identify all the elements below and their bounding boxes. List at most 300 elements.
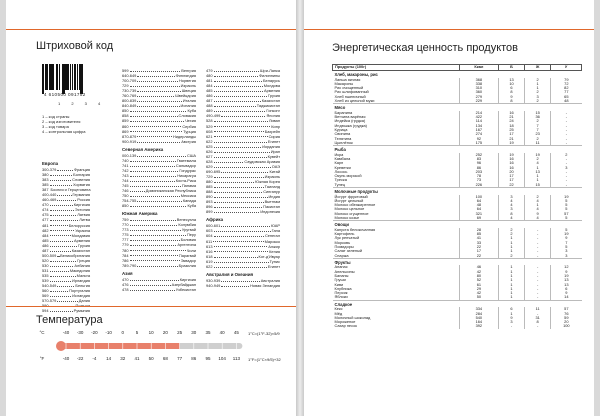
code: 869 [122, 128, 129, 134]
table-cell: Апельсины [334, 268, 355, 274]
table-section [333, 104, 582, 111]
code: 746 [122, 188, 129, 194]
country: Гондурас [179, 167, 196, 173]
table-cell: Кекс [334, 306, 343, 312]
country: Канада [182, 198, 196, 204]
nutrition-title: Энергетическая ценность продуктов [332, 42, 519, 54]
table-cell: 1 [498, 270, 524, 274]
table-cell: 4 [498, 216, 524, 221]
country: Португалия [69, 288, 90, 294]
table-cell: Ветчина варёная [334, 114, 366, 120]
celsius-value: 40 [219, 330, 225, 335]
table-cell: 77 [551, 90, 582, 94]
table-cell: 4 [498, 203, 524, 207]
code: 528 [206, 118, 213, 124]
top-rule-right [304, 29, 594, 30]
table-cell: 57 [551, 212, 582, 216]
table-cell: 2 [525, 78, 551, 82]
table-cell: 3 [498, 207, 524, 211]
table-cell: 1 [525, 203, 551, 207]
country: Тунис [269, 258, 280, 264]
country: Босния и Герцеговина [50, 187, 91, 193]
country: Бельгия [75, 283, 90, 289]
barcode-legend-line: 1 – код страны [42, 114, 70, 119]
table-cell: Тунец [334, 181, 346, 187]
table-cell: - [525, 265, 551, 269]
table-cell: 134 [459, 124, 498, 128]
fahrenheit-value: 104 [218, 356, 226, 361]
country: Македония [69, 267, 90, 273]
fahrenheit-value: -4 [92, 356, 97, 361]
book-gutter [296, 0, 304, 416]
table-cell: 2 [498, 254, 524, 259]
column-header: У [551, 65, 582, 71]
code: 604 [206, 233, 213, 239]
table-cell: 2 [525, 137, 551, 141]
code: 380 [42, 172, 49, 178]
table-cell: Киви [334, 281, 344, 287]
code: 754-755 [122, 198, 137, 204]
code: 729 [206, 173, 213, 179]
country: Иордания [262, 143, 280, 149]
country: Исландия [72, 293, 90, 299]
table-cell: - [551, 157, 582, 161]
barcode-legend-line: 4 – контрольная цифра [42, 129, 86, 134]
table-cell: Цыплёнок [334, 139, 353, 145]
section-label: Молочные продукты [333, 188, 582, 195]
code: 741 [122, 162, 129, 168]
code: 640-649 [122, 73, 137, 79]
table-cell: 8 [498, 99, 524, 104]
table-cell: 4 [525, 161, 551, 165]
code: 700-709 [122, 78, 137, 84]
table-cell: - [525, 287, 551, 291]
country: Парагвай [178, 252, 196, 258]
code: 625 [206, 143, 213, 149]
table-cell: 21 [498, 137, 524, 141]
table-cell: - [525, 232, 551, 236]
table-cell: - [551, 111, 582, 115]
table-cell: Свинина [334, 131, 351, 137]
code: 481 [42, 222, 49, 228]
country: Куба [187, 203, 196, 209]
table-cell: 19 [551, 274, 582, 278]
table-cell: Индейка (грудка) [334, 118, 366, 124]
code: 628 [206, 158, 213, 164]
table-cell: 24 [498, 119, 524, 123]
celsius-unit: °C [39, 330, 45, 335]
table-cell: - [525, 245, 551, 249]
table-cell: 229 [459, 99, 498, 104]
table-cell: 17 [498, 174, 524, 178]
celsius-value: -30 [76, 330, 84, 335]
table-cell: 19 [525, 153, 551, 157]
code: 480 [206, 73, 213, 79]
table-cell: 80 [459, 274, 498, 278]
table-cell: - [525, 254, 551, 259]
code: 627 [206, 153, 213, 159]
table-cell: - [551, 178, 582, 182]
country-code-row [206, 264, 280, 269]
table-cell: Помидоры [334, 244, 354, 249]
table-cell: - [525, 241, 551, 245]
code: 479 [206, 68, 213, 73]
code: 750 [122, 193, 129, 199]
table-cell: 13 [551, 283, 582, 287]
country: Россия [77, 197, 90, 203]
table-cell: 6 [498, 307, 524, 311]
table-cell: Баранина [334, 109, 353, 115]
code: 475 [42, 212, 49, 218]
table-cell: 16 [498, 157, 524, 161]
code: 626 [206, 148, 213, 154]
table-cell: 48 [551, 99, 582, 104]
table-cell: 540 [459, 316, 498, 320]
table-cell: 16 [498, 161, 524, 165]
country: Дания [78, 298, 90, 304]
code: 520 [42, 257, 49, 263]
country-code-row [42, 308, 90, 313]
code: 729 [122, 83, 129, 89]
code: 539 [42, 278, 49, 284]
table-cell: Макароны [334, 80, 354, 86]
table-cell: Мёд [334, 310, 343, 316]
table-cell: 100 [459, 195, 498, 199]
country: Мексика [180, 193, 196, 199]
table-cell: Клубника [334, 285, 352, 291]
section-label: Хлеб, макароны, рис [333, 71, 582, 78]
code: 600-601 [206, 223, 221, 229]
table-cell: Яблоки [334, 294, 348, 300]
table-cell: 3 [551, 254, 582, 259]
table-cell: 4 [525, 199, 551, 203]
table-cell: 96 [459, 161, 498, 165]
table-cell: 42 [459, 291, 498, 295]
country-codes-col1 [42, 158, 90, 313]
code: 599 [122, 68, 129, 73]
code: 760-769 [122, 93, 137, 99]
country: Армения [263, 88, 280, 94]
table-cell: 19 [498, 153, 524, 157]
country: Кипр [271, 123, 280, 129]
table-cell: 1 [498, 278, 524, 282]
country: Греция [77, 257, 90, 263]
section-label: Мясо [333, 104, 582, 111]
code: 800-839 [122, 98, 137, 104]
table-cell: 2 [525, 119, 551, 123]
code: 745 [122, 182, 129, 188]
table-cell: 114 [459, 119, 498, 123]
table-cell: 1 [498, 265, 524, 269]
country: Иран [270, 148, 280, 154]
table-cell: Хлеб из цельной муки [334, 97, 375, 103]
fahrenheit-value: 14 [106, 356, 112, 361]
table-cell: 279 [459, 95, 498, 99]
table-cell: 1 [498, 295, 524, 300]
celsius-value: 0 [121, 330, 125, 335]
code: 487 [206, 98, 213, 104]
table-cell: 3 [525, 95, 551, 99]
country: США [187, 152, 196, 158]
code: 603 [206, 228, 213, 234]
table-cell: 1 [525, 82, 551, 86]
table-cell: Хлеб пшеничный [334, 93, 366, 99]
table-cell: 29 [459, 287, 498, 291]
temperature-rule [6, 306, 296, 307]
country: Чили [186, 247, 196, 253]
country: Гонконг [266, 108, 280, 114]
table-cell: 14 [551, 295, 582, 300]
table-cell: - [551, 174, 582, 178]
table-cell: Телятина [334, 135, 352, 141]
table-cell: 274 [459, 132, 498, 136]
table-cell: 3 [498, 195, 524, 199]
code: 859 [122, 118, 129, 124]
celsius-value: 45 [233, 330, 239, 335]
table-cell: 1 [525, 174, 551, 178]
country: Панама [181, 182, 196, 188]
nutrition-table [332, 64, 582, 329]
country: Казахстан [261, 98, 280, 104]
country: Перу [186, 232, 196, 238]
table-cell: Молочный шоколад [334, 314, 371, 320]
table-cell: - [551, 132, 582, 136]
table-cell: 4 [525, 207, 551, 211]
country: Мальта [76, 272, 90, 278]
country: Новая Зеландия [250, 282, 280, 288]
country: Украина [75, 227, 90, 233]
column-header: Продукты (100г) [333, 65, 460, 71]
table-cell: 5 [551, 245, 582, 249]
code: 780 [122, 247, 129, 253]
table-cell: - [551, 170, 582, 174]
table-row [333, 324, 582, 328]
table-cell: - [525, 312, 551, 316]
table-cell: 3 [498, 320, 524, 324]
table-cell: 79 [551, 78, 582, 82]
code: 616 [206, 248, 213, 254]
country: Ирландия [72, 278, 90, 284]
code: 490-499 [206, 113, 221, 119]
code: 770 [122, 222, 129, 228]
country: Испания [180, 103, 196, 109]
table-cell: - [525, 291, 551, 295]
table-cell: 13 [551, 278, 582, 282]
code: 485 [42, 237, 49, 243]
country: ЮАР [271, 223, 280, 229]
code: 890 [206, 194, 213, 200]
code: 481 [206, 78, 213, 84]
table-cell: 1 [525, 178, 551, 182]
code: 535 [42, 272, 49, 278]
country: Италия [182, 98, 196, 104]
region-heading: Азия [122, 270, 133, 276]
code: 870-879 [122, 133, 137, 139]
code: 893 [206, 199, 213, 205]
code: 570-579 [42, 298, 57, 304]
table-section [333, 300, 582, 307]
code: 477 [42, 217, 49, 223]
country: Беларусь [262, 78, 280, 84]
code: 619 [206, 258, 213, 264]
table-cell: Йогурт цельный [334, 197, 364, 203]
table-section [333, 188, 582, 195]
code: 383 [42, 177, 49, 183]
thermo-bulb [56, 341, 66, 351]
table-cell: 12 [551, 265, 582, 269]
code: 773 [122, 227, 129, 233]
table-cell: 73 [459, 178, 498, 182]
fahrenheit-value: 86 [191, 356, 197, 361]
country: ОАЭ [271, 163, 280, 169]
code: 840-849 [122, 103, 137, 109]
barcode-index: 1 2 3 4 [58, 101, 106, 106]
section-label: Фрукты [333, 258, 582, 265]
table-cell: 83 [459, 157, 498, 161]
fahrenheit-value: 95 [205, 356, 211, 361]
country: Таиланд [264, 184, 280, 190]
code: 930-939 [206, 277, 221, 283]
table-cell: 85 [459, 232, 498, 236]
table-cell: - [551, 183, 582, 188]
celsius-value: 10 [148, 330, 154, 335]
celsius-value: -20 [91, 330, 98, 335]
country: Австрия [181, 138, 196, 144]
table-cell: - [525, 236, 551, 240]
table-cell: 5 [551, 199, 582, 203]
table-cell: 22 [498, 183, 524, 188]
table-cell: 5 [551, 203, 582, 207]
table-cell: 92 [459, 137, 498, 141]
table-cell: Груши [334, 277, 346, 283]
code: 611 [206, 238, 213, 244]
table-cell: Рис очищенный [334, 85, 364, 91]
country: Египет [267, 138, 280, 144]
country-code-row [122, 263, 196, 268]
table-cell: - [525, 278, 551, 282]
code: 531 [42, 267, 49, 273]
table-cell: Окунь морской [334, 173, 362, 179]
country: Латвия [77, 212, 90, 218]
table-cell: - [551, 128, 582, 132]
celsius-value: 20 [162, 330, 168, 335]
table-cell: 16 [498, 111, 524, 115]
table-cell: 1 [498, 245, 524, 249]
country-codes-col2 [122, 68, 196, 292]
table-cell: 13 [498, 78, 524, 82]
country: Грузия [267, 93, 280, 99]
table-cell: 59 [551, 316, 582, 320]
region-heading: Африка [206, 217, 224, 223]
country: Япония [266, 113, 280, 119]
table-cell: Индюшка (грудка) [334, 122, 367, 128]
table-cell: 5 [551, 228, 582, 232]
country: Франция [74, 167, 90, 172]
country: Сербия [182, 123, 196, 129]
code: 896 [206, 204, 213, 210]
table-cell: 33 [459, 241, 498, 245]
table-cell: - [551, 119, 582, 123]
country: Кения [269, 248, 280, 254]
fahrenheit-value: 50 [148, 356, 154, 361]
table-cell: Салат зеленый [334, 248, 363, 254]
country: Кот-д'Ивуар [258, 253, 280, 259]
country: Австралия [260, 277, 280, 283]
table-cell: 2 [525, 99, 551, 104]
code: 858 [122, 113, 129, 119]
country: Южная Корея [255, 179, 280, 185]
table-cell: Лапша яичная [334, 76, 361, 82]
country: Хорватия [72, 182, 90, 188]
table-cell: - [525, 283, 551, 287]
table-cell: - [498, 324, 524, 328]
table-cell: Лосось [334, 168, 348, 174]
table-cell: 15 [525, 111, 551, 115]
table-cell: - [525, 324, 551, 328]
code: 618 [206, 253, 213, 259]
table-cell: 360 [459, 90, 498, 94]
table-cell: 2 [525, 157, 551, 161]
code: 850 [122, 108, 129, 114]
table-cell: 52 [459, 278, 498, 282]
code: 460-469 [42, 197, 57, 203]
table-cell: Сахар песок [334, 323, 357, 329]
table-cell: 3 [551, 166, 582, 170]
country: Уругвай [181, 227, 196, 233]
barcode-legend-line: 3 – код товара [42, 124, 69, 129]
country: Словакия [178, 113, 196, 119]
country: Норвегия [178, 78, 196, 84]
table-cell: 9 [525, 212, 551, 216]
table-cell: 1 [498, 312, 524, 316]
country: Чехия [185, 118, 196, 124]
code: 784 [122, 252, 129, 258]
table-cell: 7 [525, 124, 551, 128]
table-cell: 86 [459, 166, 498, 170]
table-cell: 5 [551, 216, 582, 221]
country: Индия [268, 194, 280, 200]
table-cell: Морковь [334, 239, 351, 245]
section-label: Сладкое [333, 300, 582, 307]
table-cell: 2 [525, 195, 551, 199]
country-code-row [206, 209, 280, 214]
table-cell: 9 [551, 236, 582, 240]
celsius-value: -40 [62, 330, 70, 335]
country: Литва [79, 217, 90, 223]
table-cell: 20 [498, 170, 524, 174]
code: 400-440 [42, 192, 57, 198]
table-cell: 36 [525, 115, 551, 119]
table-cell: 19 [551, 232, 582, 236]
country: Израиль [180, 83, 196, 89]
table-cell: 164 [459, 320, 498, 324]
table-cell: - [551, 115, 582, 119]
table-cell: Рис шлифованный [334, 89, 369, 95]
country: Коста-Рика [175, 177, 196, 183]
table-cell: Треска [334, 177, 347, 183]
country: Эквадор [180, 257, 196, 263]
country: Швейцария [175, 93, 196, 99]
table-cell: Ананас [334, 264, 348, 270]
country: Болгария [73, 172, 90, 178]
country: Китай [269, 168, 280, 174]
table-cell: 9 [498, 316, 524, 320]
country: Азербайджан [171, 281, 196, 287]
table-cell: 2 [525, 90, 551, 94]
table-cell: 64 [459, 199, 498, 203]
table-cell: 392 [459, 324, 498, 328]
table-cell: 7 [525, 128, 551, 132]
